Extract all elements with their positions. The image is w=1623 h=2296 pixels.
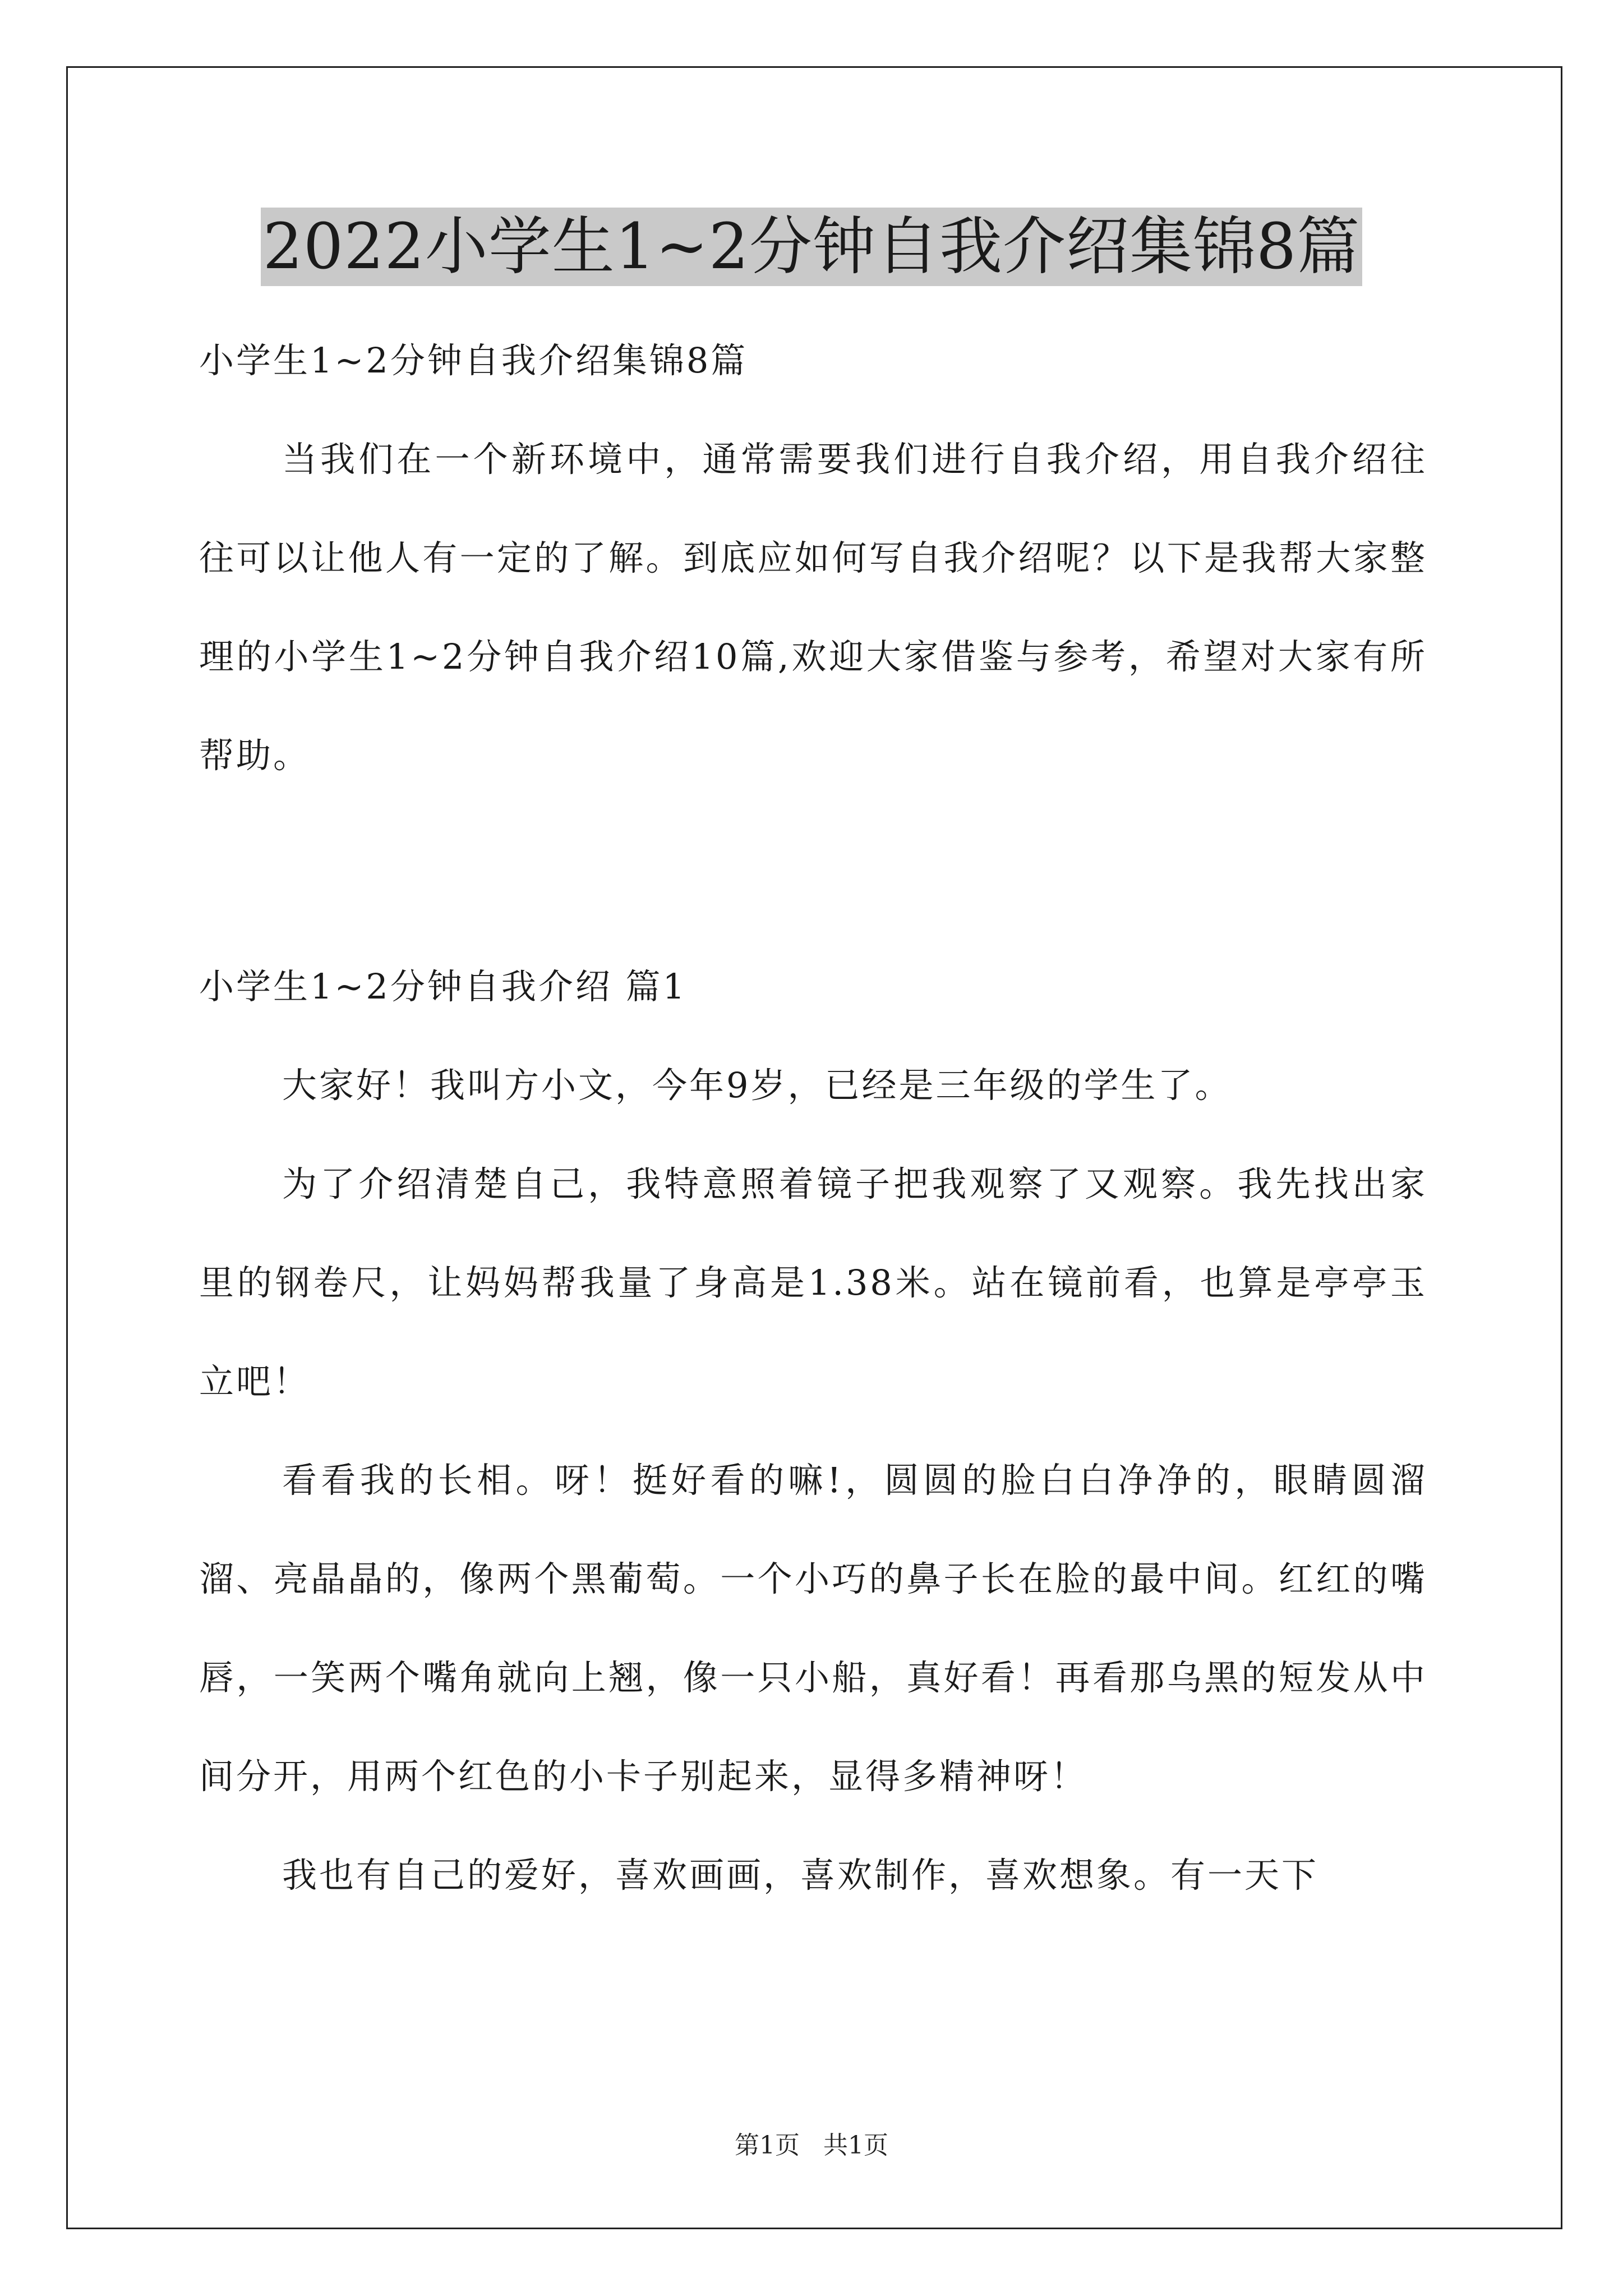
document-title: 2022小学生1~2分钟自我介绍集锦8篇 [261, 208, 1363, 286]
page-footer: 第1页 共1页 [735, 2131, 888, 2160]
body-paragraph: 大家好！我叫方小文，今年9岁，已经是三年级的学生了。 [282, 1065, 1232, 1106]
body-paragraph: 看看我的长相。呀！挺好看的嘛!，圆圆的脸白白净净的，眼睛圆溜溜、亮晶晶的，像两个黑葡萄。一个小巧的鼻子长在脸的最中间。红红的嘴唇，一笑两个嘴角就向上翘，像一只小船，真好看！再看那乌黑的短发从中间分开，用两个红色的小卡子别起来，显得多精神呀！ [199, 1460, 1427, 1797]
section-spacer [199, 805, 1427, 937]
body-paragraph: 我也有自己的爱好，喜欢画画，喜欢制作，喜欢想象。有一天下 [282, 1855, 1319, 1895]
intro-paragraph: 当我们在一个新环境中，通常需要我们进行自我介绍，用自我介绍往往可以让他人有一定的了解。到底应如何写自我介绍呢？以下是我帮大家整理的小学生1~2分钟自我介绍10篇,欢迎大家借鉴与参考，希望对大家有所帮助。 [199, 439, 1427, 776]
document-subtitle: 小学生1~2分钟自我介绍集锦8篇 [199, 340, 748, 381]
section-heading: 小学生1~2分钟自我介绍 篇1 [199, 966, 687, 1007]
title-container [0, 208, 1623, 286]
body-paragraph: 为了介绍清楚自己，我特意照着镜子把我观察了又观察。我先找出家里的钢卷尺，让妈妈帮我量了身高是1.38米。站在镜前看，也算是亭亭玉立吧！ [199, 1163, 1427, 1402]
document-body [199, 311, 1427, 1925]
